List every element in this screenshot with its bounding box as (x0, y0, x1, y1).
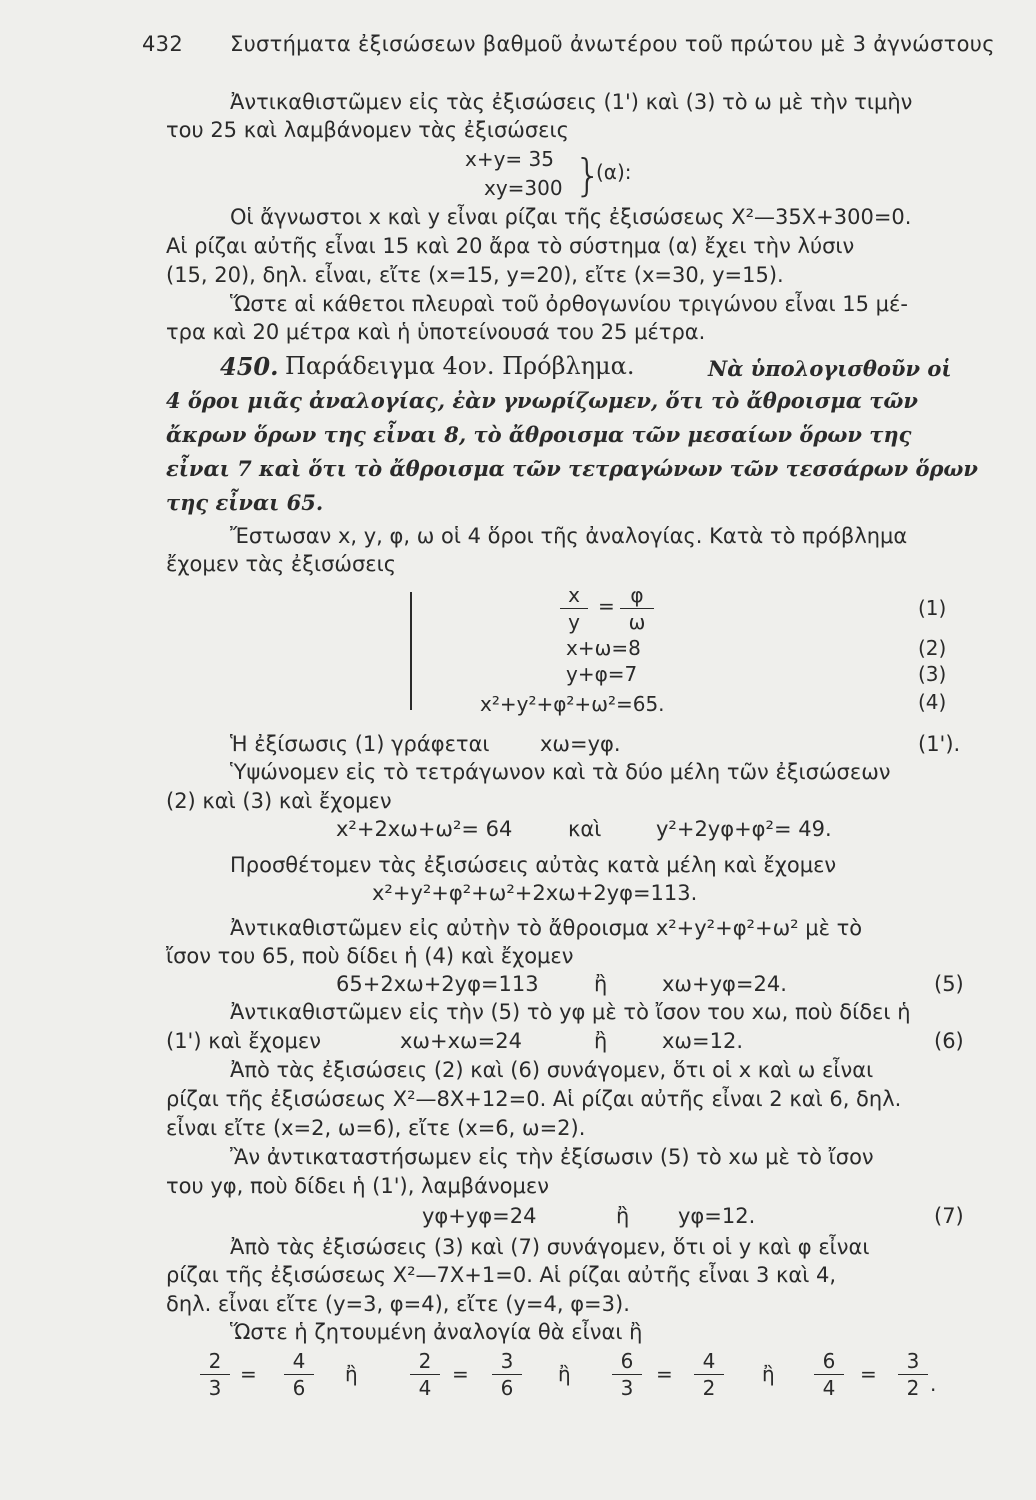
solution-line-14: Ἀπὸ τὰς ἐξισώσεις (2) καὶ (6) συνάγομεν, ὅτι οἱ x καὶ ω εἶναι (230, 1058, 874, 1082)
final-fraction-7-num: 6 (822, 1349, 836, 1373)
solution-line-2: ἔχομεν τὰς ἐξισώσεις (166, 552, 397, 576)
problem-heading: Παράδειγμα 4ον. Πρόβλημα. (285, 352, 635, 380)
eq2-label: (2) (918, 636, 947, 660)
solution-line-3b: xω=yφ. (540, 732, 621, 756)
problem-statement-3: ἄκρων ὅρων της εἶναι 8, τὸ ἄθροισμα τῶν μεσαίων ὅρων της (166, 422, 912, 447)
eq1-right-fraction (620, 584, 654, 633)
final-fraction-1 (200, 1350, 230, 1399)
final-fraction-1-den: 3 (208, 1376, 222, 1400)
solution-line-12: Ἀντικαθιστῶμεν εἰς τὴν (5) τὸ yφ μὲ τὸ ἴσον του xω, ποὺ δίδει ἡ (230, 1000, 911, 1024)
final-equals-3: = (656, 1362, 673, 1386)
solution-line-15: ρίζαι τῆς ἐξισώσεως X²—8X+12=0. Αἱ ρίζαι αὐτῆς εἶναι 2 καὶ 6, δηλ. (166, 1087, 902, 1111)
eq4: x²+y²+φ²+ω²=65. (480, 692, 665, 716)
eq1-right-numerator: φ (630, 583, 644, 607)
final-fraction-7-den: 4 (822, 1376, 836, 1400)
eq1-left-numerator: x (568, 583, 580, 607)
final-or-1: ἢ (345, 1362, 358, 1386)
final-fraction-6 (694, 1350, 724, 1399)
intro-line-5: (15, 20), δηλ. εἶναι, εἴτε (x=15, y=20), εἴτε (x=30, y=15). (166, 263, 784, 287)
page-number: 432 (142, 32, 183, 56)
final-end-dot: . (930, 1372, 937, 1396)
final-or-2: ἢ (558, 1362, 571, 1386)
solution-line-11b: ἢ (594, 972, 608, 996)
solution-line-9: Ἀντικαθιστῶμεν εἰς αὐτὴν τὸ ἄθροισμα x²+y²+φ²+ω² μὲ τὸ (230, 916, 863, 940)
intro-line-1: Ἀντικαθιστῶμεν εἰς τὰς ἐξισώσεις (1') καὶ (3) τὸ ω μὲ τὴν τιμὴν (230, 90, 913, 114)
final-fraction-5 (612, 1350, 642, 1399)
solution-line-11d: (5) (934, 972, 964, 996)
final-fraction-4 (492, 1350, 522, 1399)
solution-line-8: x²+y²+φ²+ω²+2xω+2yφ=113. (372, 881, 698, 905)
solution-line-11c: xω+yφ=24. (662, 972, 787, 996)
final-fraction-5-num: 6 (620, 1349, 634, 1373)
problem-statement-4: εἶναι 7 καὶ ὅτι τὸ ἄθροισμα τῶν τετραγώνων τῶν τεσσάρων ὅρων (166, 456, 978, 481)
final-equals-1: = (240, 1362, 257, 1386)
final-equals-4: = (860, 1362, 877, 1386)
system-alpha-eq2: xy=300 (484, 176, 563, 200)
system-alpha-label: (α): (596, 160, 632, 184)
solution-line-19c: yφ=12. (678, 1204, 756, 1228)
solution-line-22: δηλ. εἶναι εἴτε (y=3, φ=4), εἴτε (y=4, φ=3). (166, 1292, 630, 1316)
eq1-right-denominator: ω (628, 610, 646, 634)
intro-line-4: Αἱ ρίζαι αὐτῆς εἶναι 15 καὶ 20 ἄρα τὸ σύστημα (α) ἔχει τὴν λύσιν (166, 234, 855, 258)
final-fraction-3-den: 4 (418, 1376, 432, 1400)
final-fraction-4-num: 3 (500, 1349, 514, 1373)
intro-line-7: τρα καὶ 20 μέτρα καὶ ἡ ὑποτείνουσά του 25 μέτρα. (166, 320, 706, 344)
system-brace-line (410, 592, 412, 710)
eq1-left-fraction (560, 584, 588, 633)
system-alpha-eq1: x+y= 35 (465, 147, 554, 171)
final-fraction-8 (898, 1350, 928, 1399)
solution-line-4: Ὑψώνομεν εἰς τὸ τετράγωνον καὶ τὰ δύο μέλη τῶν ἐξισώσεων (230, 760, 891, 784)
solution-line-13e: (6) (934, 1029, 964, 1053)
final-fraction-3 (410, 1350, 440, 1399)
final-fraction-8-den: 2 (906, 1376, 920, 1400)
solution-line-13a: (1') καὶ ἔχομεν (166, 1029, 321, 1053)
solution-line-10: ἴσον του 65, ποὺ δίδει ἡ (4) καὶ ἔχομεν (166, 944, 574, 968)
eq1-left-denominator: y (568, 610, 580, 634)
eq2: x+ω=8 (566, 636, 641, 660)
solution-line-7: Προσθέτομεν τὰς ἐξισώσεις αὐτὰς κατὰ μέλη καὶ ἔχομεν (230, 853, 837, 877)
final-fraction-4-den: 6 (500, 1376, 514, 1400)
solution-line-19a: yφ+yφ=24 (422, 1204, 537, 1228)
final-fraction-1-num: 2 (208, 1349, 222, 1373)
problem-number: 450. (220, 352, 279, 381)
final-fraction-3-num: 2 (418, 1349, 432, 1373)
solution-line-18: του yφ, ποὺ δίδει ἡ (1'), λαμβάνομεν (166, 1174, 549, 1198)
solution-line-21: ρίζαι τῆς ἐξισώσεως X²—7X+1=0. Αἱ ρίζαι αὐτῆς εἶναι 3 καὶ 4, (166, 1263, 837, 1287)
problem-statement-1: Νὰ ὑπολογισθοῦν οἱ (708, 356, 952, 381)
solution-line-13d: xω=12. (662, 1029, 744, 1053)
eq4-label: (4) (918, 690, 947, 714)
running-title: Συστήματα ἐξισώσεων βαθμοῦ ἀνωτέρου τοῦ πρώτου μὲ 3 ἀγνώστους (230, 32, 995, 56)
intro-line-6: Ὥστε αἱ κάθετοι πλευραὶ τοῦ ὀρθογωνίου τριγώνου εἶναι 15 μέ- (230, 292, 908, 316)
solution-line-20: Ἀπὸ τὰς ἐξισώσεις (3) καὶ (7) συνάγομεν, ὅτι οἱ y καὶ φ εἶναι (230, 1235, 870, 1259)
solution-line-6a: x²+2xω+ω²= 64 (336, 817, 513, 841)
solution-line-11a: 65+2xω+2yφ=113 (336, 972, 539, 996)
intro-line-3: Οἱ ἄγνωστοι x καὶ y εἶναι ρίζαι τῆς ἐξισώσεως X²—35X+300=0. (230, 205, 912, 229)
eq3-label: (3) (918, 662, 947, 686)
solution-line-6c: y²+2yφ+φ²= 49. (656, 817, 832, 841)
final-fraction-7 (814, 1350, 844, 1399)
final-fraction-6-den: 2 (702, 1376, 716, 1400)
solution-line-13c: ἢ (594, 1029, 608, 1053)
solution-line-23: Ὥστε ἡ ζητουμένη ἀναλογία θὰ εἶναι ἢ (230, 1320, 643, 1344)
final-fraction-6-num: 4 (702, 1349, 716, 1373)
solution-line-17: Ἂν ἀντικαταστήσωμεν εἰς τὴν ἐξίσωσιν (5) τὸ xω μὲ τὸ ἴσον (230, 1145, 874, 1169)
final-fraction-2-den: 6 (292, 1376, 306, 1400)
solution-line-6b: καὶ (568, 817, 602, 841)
final-equals-2: = (452, 1362, 469, 1386)
final-fraction-8-num: 3 (906, 1349, 920, 1373)
problem-statement-2: 4 ὅροι μιᾶς ἀναλογίας, ἐὰν γνωρίζωμεν, ὅτι τὸ ἄθροισμα τῶν (166, 388, 918, 413)
eq1-equals-sign: = (598, 594, 615, 618)
solution-line-3a: Ἡ ἐξίσωσις (1) γράφεται (230, 732, 490, 756)
eq3: y+φ=7 (566, 662, 638, 686)
system-alpha-brace-icon: } (574, 150, 602, 201)
solution-line-19b: ἢ (616, 1204, 630, 1228)
solution-line-1: Ἔστωσαν x, y, φ, ω οἱ 4 ὅροι τῆς ἀναλογίας. Κατὰ τὸ πρόβλημα (230, 524, 908, 548)
final-or-3: ἢ (762, 1362, 775, 1386)
solution-line-3c: (1'). (918, 732, 961, 756)
solution-line-5: (2) καὶ (3) καὶ ἔχομεν (166, 789, 392, 813)
intro-line-2: του 25 καὶ λαμβάνομεν τὰς ἐξισώσεις (166, 118, 569, 142)
solution-line-13b: xω+xω=24 (400, 1029, 522, 1053)
final-fraction-5-den: 3 (620, 1376, 634, 1400)
problem-statement-5: της εἶναι 65. (166, 490, 324, 515)
final-fraction-2 (284, 1350, 314, 1399)
solution-line-19d: (7) (934, 1204, 964, 1228)
eq1-label: (1) (918, 596, 947, 620)
solution-line-16: εἶναι εἴτε (x=2, ω=6), εἴτε (x=6, ω=2). (166, 1116, 586, 1140)
final-fraction-2-num: 4 (292, 1349, 306, 1373)
